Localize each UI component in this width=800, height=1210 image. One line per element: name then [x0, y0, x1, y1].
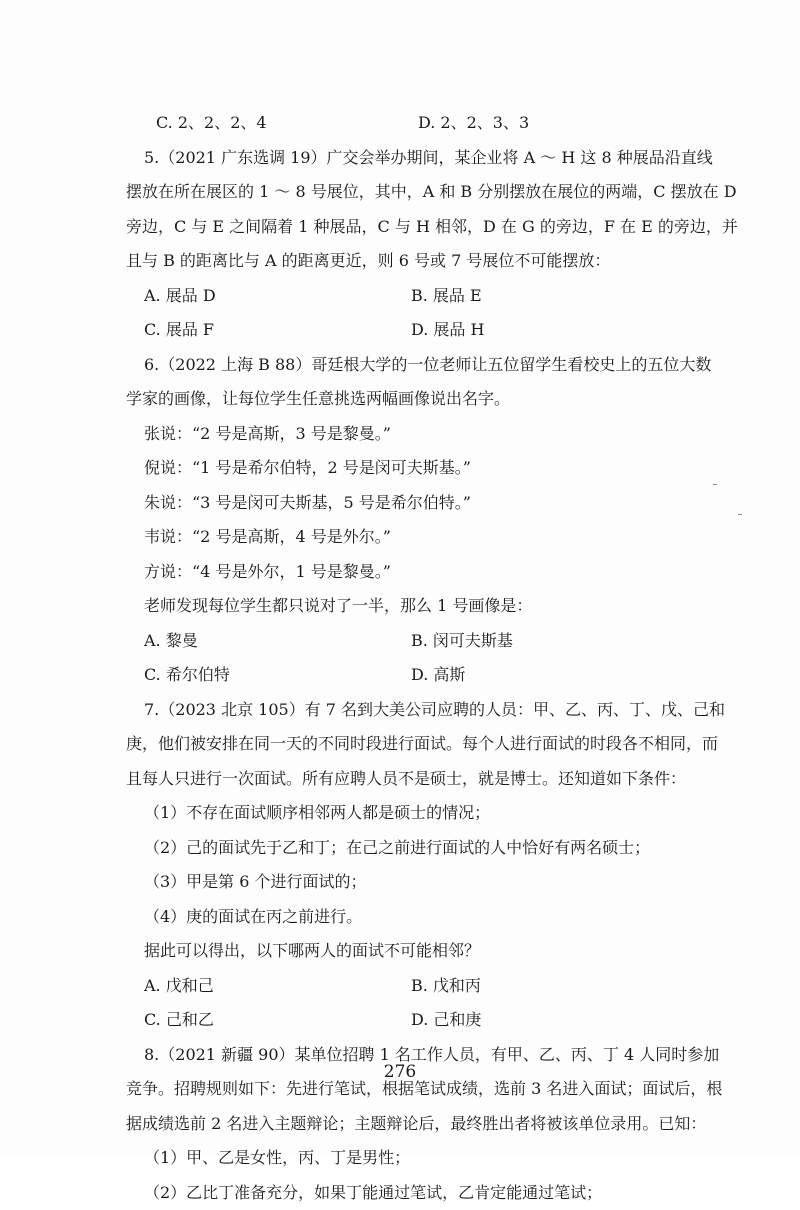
question-8-line-3: 据成绩选前 2 名进入主题辩论；主题辩论后，最终胜出者将被该单位录用。已知： [126, 1107, 716, 1142]
question-5-line-2: 摆放在所在展区的 1 ～ 8 号展位，其中，A 和 B 分别摆放在展位的两端，C 摆放在 D [126, 175, 716, 210]
page-number: 276 [0, 1062, 800, 1082]
condition-1: （1）不存在面试顺序相邻两人都是硕士的情况； [126, 796, 716, 831]
condition-3: （3）甲是第 6 个进行面试的； [126, 865, 716, 900]
option-d: D. 己和庚 [411, 1003, 481, 1038]
option-c: C. 2、2、2、4 [156, 106, 418, 141]
question-6-prompt: 老师发现每位学生都只说对了一半，那么 1 号画像是： [126, 589, 716, 624]
previous-question-options [126, 106, 716, 141]
question-7 [126, 693, 716, 1038]
question-7-line-2: 庚，他们被安排在同一天的不同时段进行面试。每个人进行面试的时段各不相同，而 [126, 727, 716, 762]
scan-artifact [738, 514, 742, 515]
condition-4: （4）庚的面试在丙之前进行。 [126, 900, 716, 935]
question-5 [126, 141, 716, 348]
question-7-line-1: 7.（2023 北京 105）有 7 名到大美公司应聘的人员：甲、乙、丙、丁、戊、己和 [126, 693, 716, 728]
question-6-options-row-2 [126, 658, 716, 693]
option-b: B. 戊和丙 [411, 969, 481, 1004]
option-c: C. 希尔伯特 [144, 658, 411, 693]
statement-fang: 方说：“4 号是外尔，1 号是黎曼。” [126, 555, 716, 590]
statement-wei: 韦说：“2 号是高斯，4 号是外尔。” [126, 520, 716, 555]
condition-2: （2）己的面试先于乙和丁；在己之前进行面试的人中恰好有两名硕士； [126, 831, 716, 866]
question-7-options-row-2 [126, 1003, 716, 1038]
scan-artifact [713, 484, 717, 485]
statement-zhu: 朱说：“3 号是闵可夫斯基，5 号是希尔伯特。” [126, 486, 716, 521]
option-b: B. 闵可夫斯基 [411, 624, 513, 659]
question-5-options-row-1 [126, 279, 716, 314]
option-b: B. 展品 E [411, 279, 482, 314]
question-8-line-1: 8.（2021 新疆 90）某单位招聘 1 名工作人员，有甲、乙、丙、丁 4 人同时参加 [126, 1038, 716, 1073]
statement-zhang: 张说：“2 号是高斯，3 号是黎曼。” [126, 417, 716, 452]
question-7-prompt: 据此可以得出，以下哪两人的面试不可能相邻？ [126, 934, 716, 969]
question-6-line-1: 6.（2022 上海 B 88）哥廷根大学的一位老师让五位留学生看校史上的五位大数 [126, 348, 716, 383]
option-d: D. 2、2、3、3 [418, 106, 529, 141]
question-6-line-2: 学家的画像，让每位学生任意挑选两幅画像说出名字。 [126, 382, 716, 417]
question-8-line-2: 竞争。招聘规则如下：先进行笔试，根据笔试成绩，选前 3 名进入面试；面试后，根 [126, 1072, 716, 1107]
question-5-line-1: 5.（2021 广东选调 19）广交会举办期间，某企业将 A ～ H 这 8 种展品沿直线 [126, 141, 716, 176]
option-d: D. 高斯 [411, 658, 465, 693]
question-5-line-4: 且与 B 的距离比与 A 的距离更近，则 6 号或 7 号展位不可能摆放： [126, 244, 716, 279]
condition-2: （2）乙比丁准备充分，如果丁能通过笔试，乙肯定能通过笔试； [126, 1176, 716, 1210]
question-5-line-3: 旁边，C 与 E 之间隔着 1 种展品，C 与 H 相邻，D 在 G 的旁边，F 在 E 的旁边，并 [126, 210, 716, 245]
option-d: D. 展品 H [411, 313, 484, 348]
question-6 [126, 348, 716, 693]
condition-1: （1）甲、乙是女性，丙、丁是男性； [126, 1141, 716, 1176]
question-7-line-3: 且每人只进行一次面试。所有应聘人员不是硕士，就是博士。还知道如下条件： [126, 762, 716, 797]
statement-ni: 倪说：“1 号是希尔伯特，2 号是闵可夫斯基。” [126, 451, 716, 486]
question-5-options-row-2 [126, 313, 716, 348]
question-7-options-row-1 [126, 969, 716, 1004]
page-content [126, 106, 716, 1210]
option-c: C. 展品 F [144, 313, 411, 348]
option-a: A. 展品 D [144, 279, 411, 314]
option-a: A. 黎曼 [144, 624, 411, 659]
question-6-options-row-1 [126, 624, 716, 659]
option-c: C. 己和乙 [144, 1003, 411, 1038]
option-a: A. 戊和己 [144, 969, 411, 1004]
